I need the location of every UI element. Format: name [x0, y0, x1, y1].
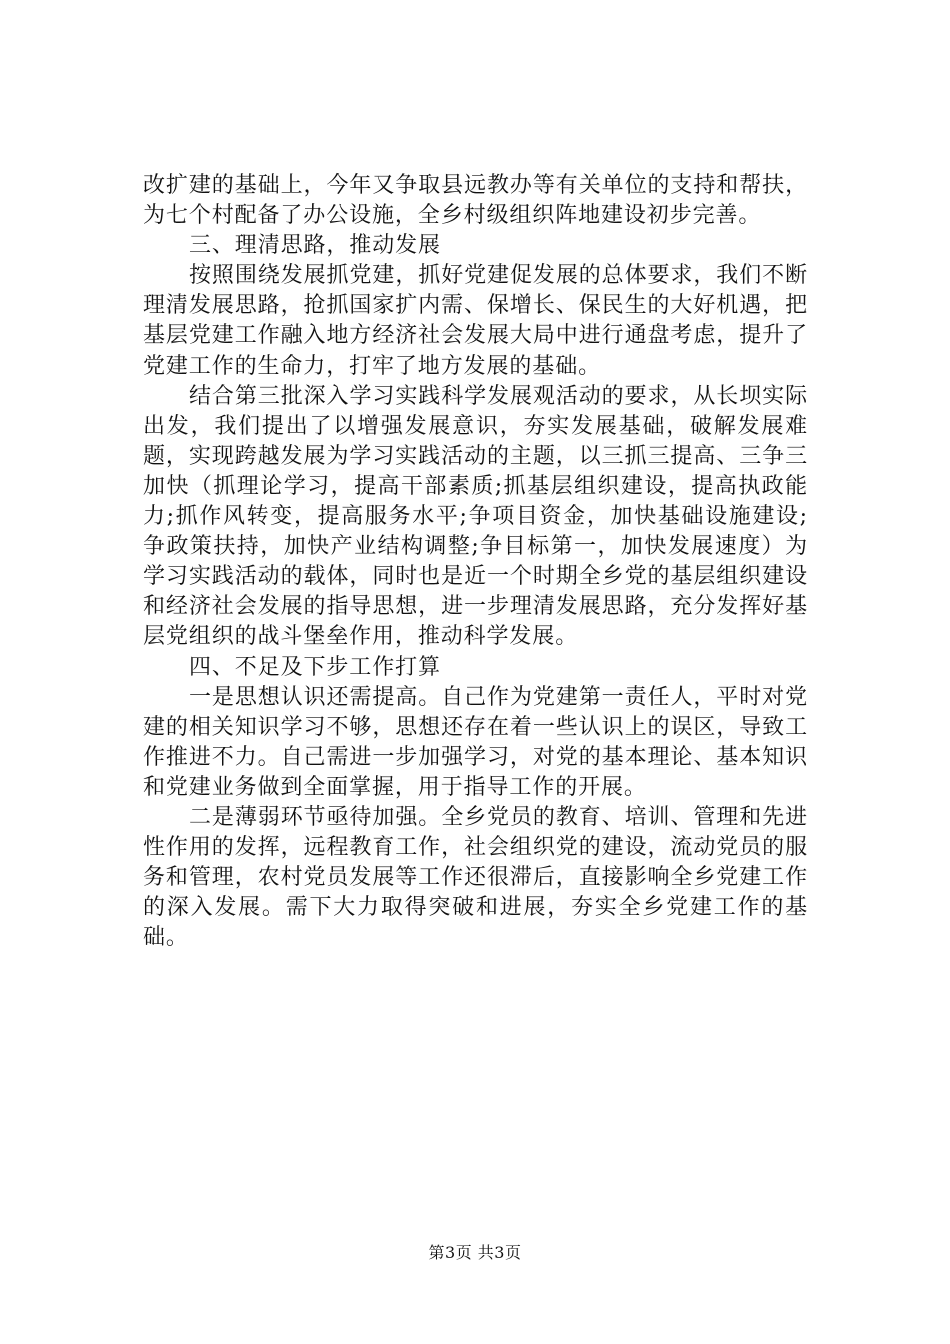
paragraph-shortcoming-1: 一是思想认识还需提高。自己作为党建第一责任人，平时对党建的相关知识学习不够，思想还存在着一些认识上的误区，导致工作推进不力。自己需进一步加强学习，对党的基本理论、基本知识和党建业务做到全面掌握，用于指导工作的开展。: [143, 684, 808, 800]
section-heading-3: 三、理清思路，推动发展: [189, 233, 441, 259]
document-body: [143, 171, 808, 953]
paragraph-approach: 按照围绕发展抓党建，抓好党建促发展的总体要求，我们不断理清发展思路，抢抓国家扩内需、保增长、保民生的大好机遇，把基层党建工作融入地方经济社会发展大局中进行通盘考虑，提升了党建工作的生命力，打牢了地方发展的基础。: [143, 263, 808, 379]
page-footer: 第3页 共3页: [428, 1243, 522, 1262]
paragraph-practice-activity: 结合第三批深入学习实践科学发展观活动的要求，从长坝实际出发，我们提出了以增强发展意识，夯实发展基础，破解发展难题，实现跨越发展为学习实践活动的主题，以三抓三提高、三争三加快（抓理论学习，提高干部素质;抓基层组织建设，提高执政能力;抓作风转变，提高服务水平;争项目资金，加快基础设施建设;争政策扶持，加快产业结构调整;争目标第一，加快发展速度）为学习实践活动的载体，同时也是近一个时期全乡党的基层组织建设和经济社会发展的指导思想，进一步理清发展思路，充分发挥好基层党组织的战斗堡垒作用，推动科学发展。: [143, 383, 808, 650]
paragraph-shortcoming-2: 二是薄弱环节亟待加强。全乡党员的教育、培训、管理和先进性作用的发挥，远程教育工作，社会组织党的建设，流动党员的服务和管理，农村党员发展等工作还很滞后，直接影响全乡党建工作的深入发展。需下大力取得突破和进展，夯实全乡党建工作的基础。: [143, 804, 808, 951]
paragraph-continuation: 改扩建的基础上，今年又争取县远教办等有关单位的支持和帮扶，为七个村配备了办公设施，全乡村级组织阵地建设初步完善。: [143, 173, 808, 229]
section-heading-4: 四、不足及下步工作打算: [189, 654, 441, 680]
